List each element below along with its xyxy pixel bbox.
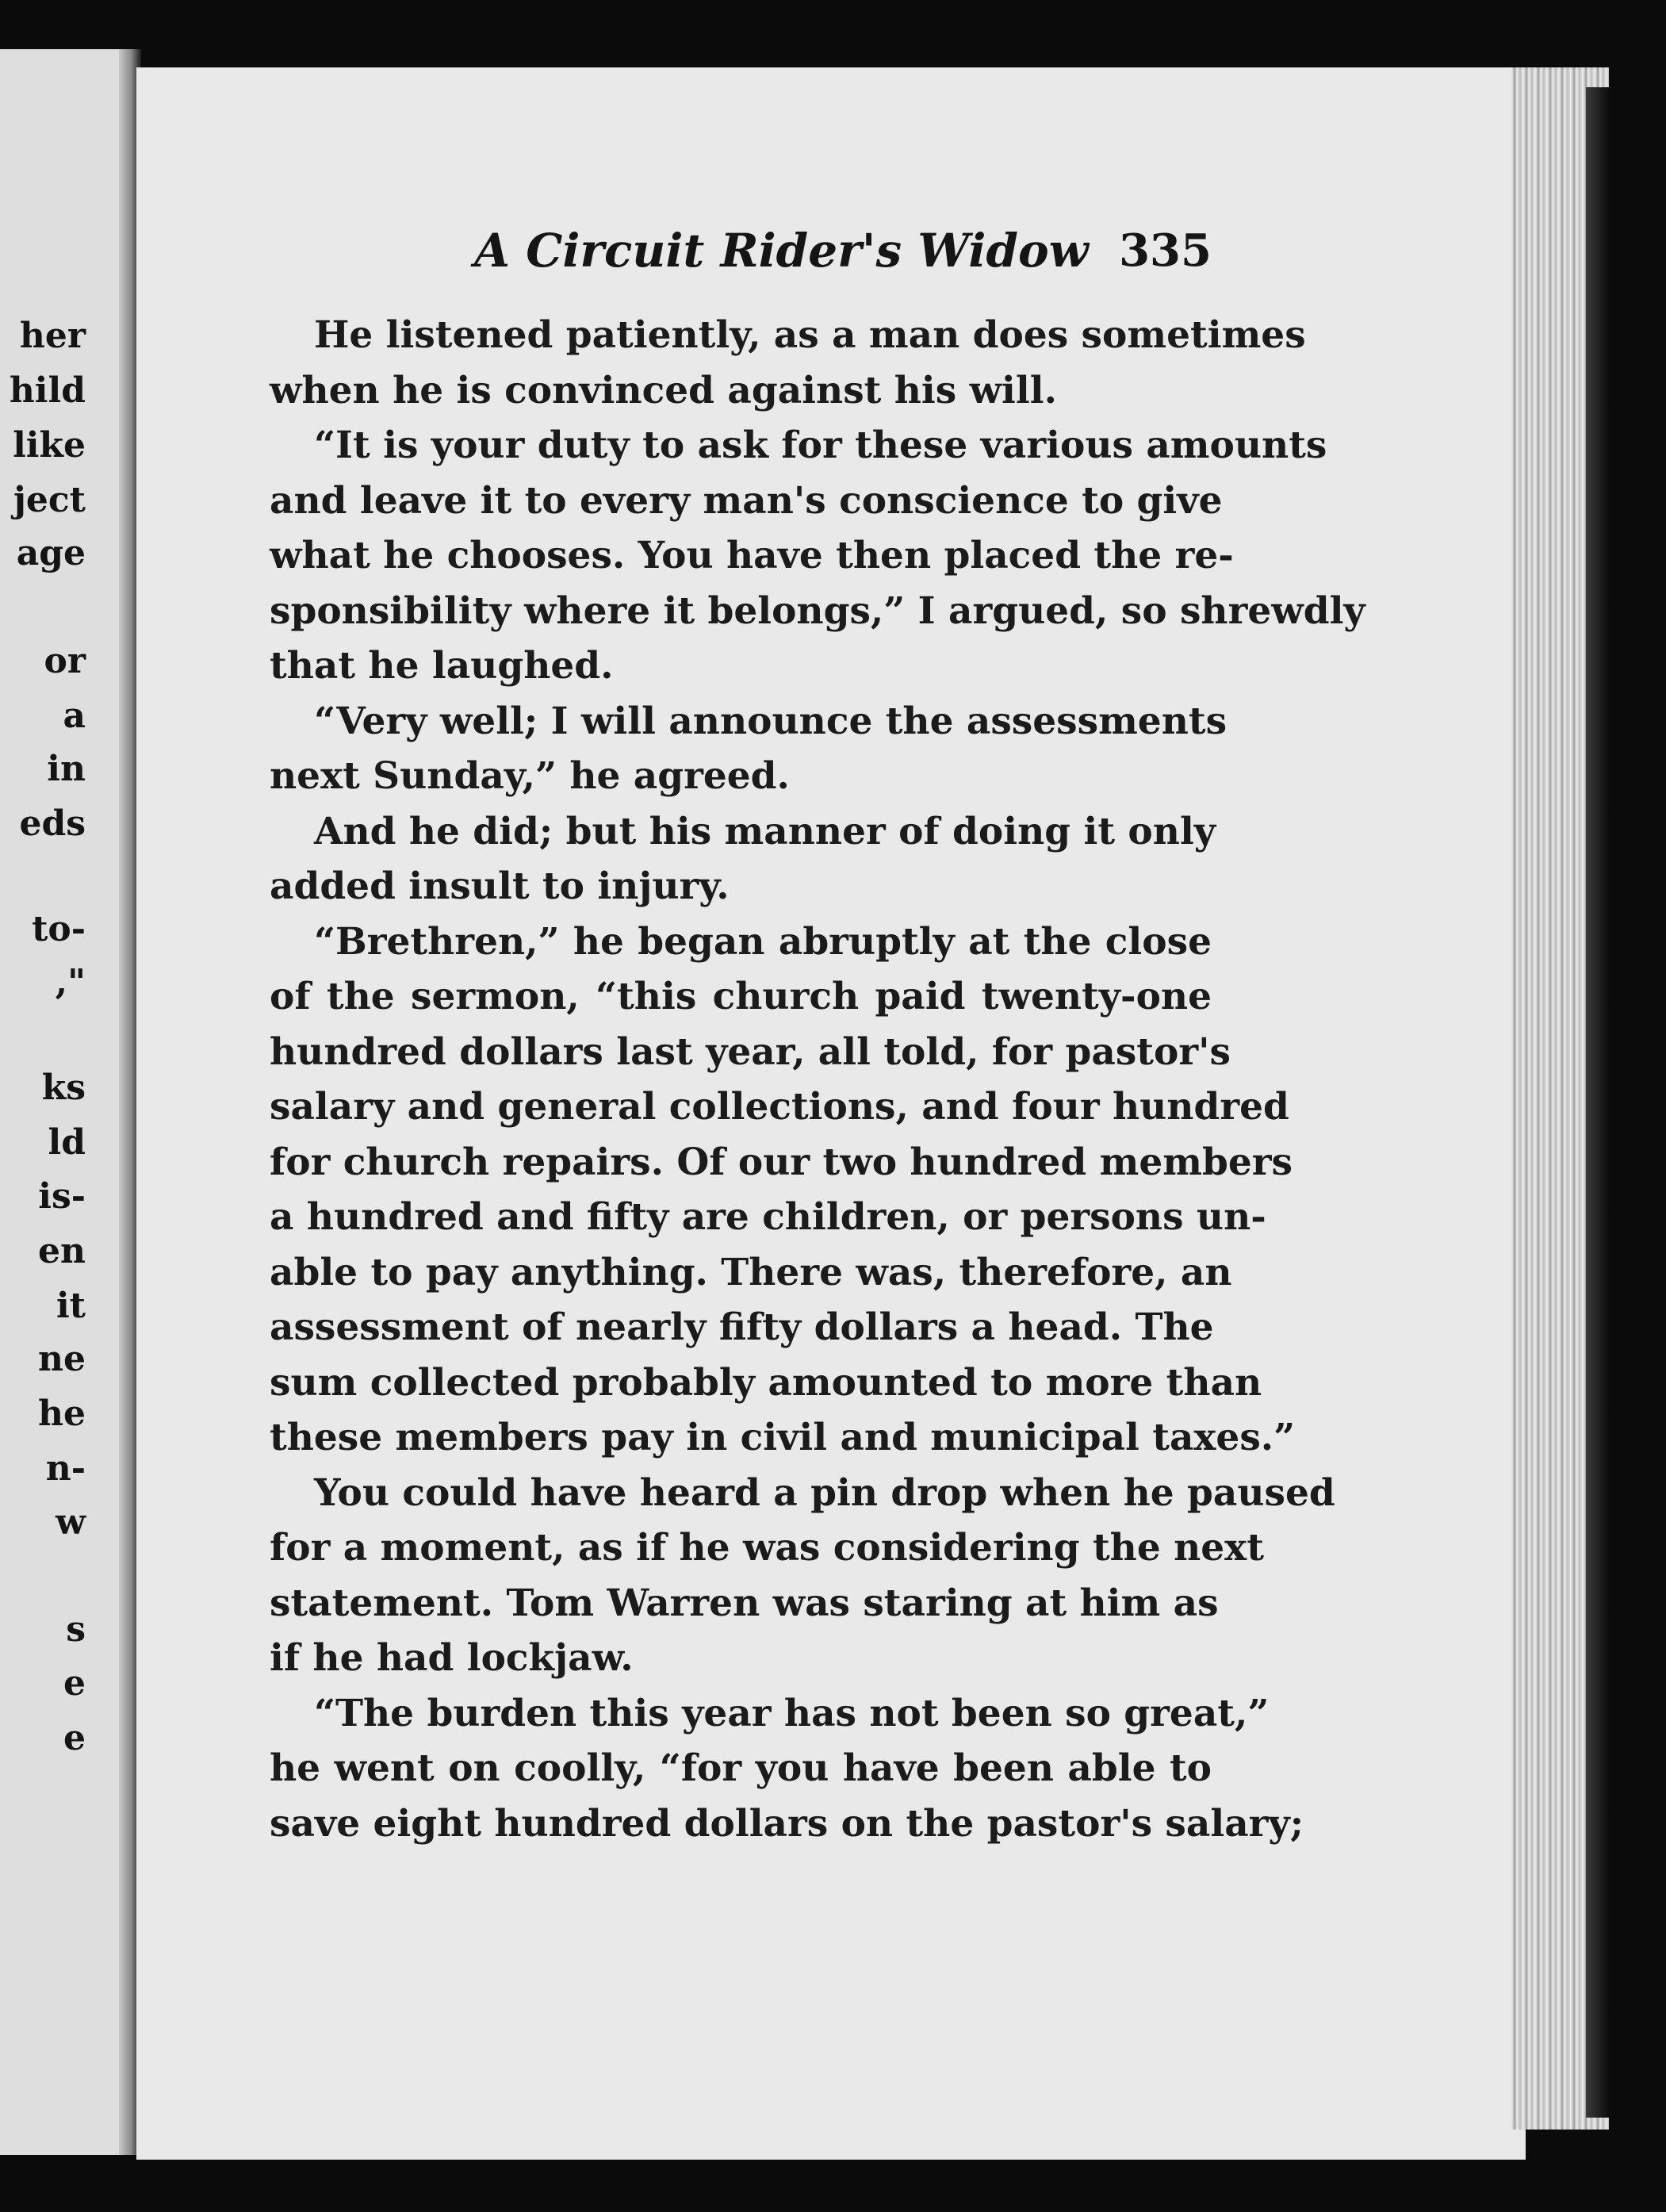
text-line: of the sermon, “this church paid twenty-one bbox=[270, 975, 1212, 1018]
left-page-fragment: en bbox=[38, 1231, 86, 1271]
left-page-fragment: it bbox=[56, 1286, 86, 1326]
text-line: hundred dollars last year, all told, for pastor's bbox=[270, 1029, 1231, 1074]
text-line: what he chooses. You have then placed the re- bbox=[270, 534, 1234, 577]
left-page-fragment: a bbox=[63, 696, 86, 736]
text-line: for church repairs. Of our two hundred members bbox=[270, 1140, 1293, 1184]
text-line: “Very well; I will announce the assessments bbox=[314, 699, 1227, 743]
text-line: a hundred and fifty are children, or persons un- bbox=[270, 1195, 1266, 1239]
text-line: if he had lockjaw. bbox=[270, 1636, 634, 1680]
text-line: for a moment, as if he was considering the next bbox=[270, 1526, 1264, 1570]
text-line: added insult to injury. bbox=[270, 864, 730, 908]
text-line: sponsibility where it belongs,” I argued, so shrewdly bbox=[270, 588, 1365, 633]
text-line: He listened patiently, as a man does sometimes bbox=[314, 313, 1306, 357]
left-page-fragment: e bbox=[63, 1718, 86, 1758]
text-line: when he is convinced against his will. bbox=[270, 368, 1057, 412]
left-page-fragment: ject bbox=[13, 480, 86, 520]
page-number: 335 bbox=[1119, 224, 1212, 277]
left-page-fragment: he bbox=[38, 1394, 86, 1434]
text-line: You could have heard a pin drop when he paused bbox=[314, 1470, 1335, 1515]
left-page-fragment: is- bbox=[38, 1176, 86, 1217]
left-page-fragment: her bbox=[19, 316, 86, 356]
text-line: And he did; but his manner of doing it only bbox=[314, 809, 1216, 853]
text-line: save eight hundred dollars on the pastor's salary; bbox=[270, 1801, 1304, 1846]
text-line: and leave it to every man's conscience to give bbox=[270, 478, 1223, 523]
left-page-fragment: hild bbox=[9, 370, 86, 411]
left-page-fragment: or bbox=[44, 641, 86, 681]
left-page-fragment: ," bbox=[55, 962, 86, 1002]
left-page-fragment: eds bbox=[19, 803, 86, 844]
page-body-text bbox=[270, 308, 1365, 1851]
running-title: A Circuit Rider's Widow bbox=[474, 224, 1089, 278]
text-line: he went on coolly, “for you have been able to bbox=[270, 1746, 1212, 1790]
text-line: “It is your duty to ask for these various amounts bbox=[314, 424, 1327, 467]
left-page-fragment: ne bbox=[38, 1339, 86, 1379]
text-line: sum collected probably amounted to more than bbox=[270, 1360, 1262, 1405]
text-line: able to pay anything. There was, therefore, an bbox=[270, 1250, 1232, 1294]
text-line: “Brethren,” he began abruptly at the close bbox=[314, 919, 1212, 964]
book-cover-edge bbox=[1586, 87, 1610, 2118]
text-line: “The burden this year has not been so great,” bbox=[314, 1691, 1270, 1735]
left-page-fragment: s bbox=[66, 1609, 86, 1650]
text-line: these members pay in civil and municipal taxes.” bbox=[270, 1416, 1296, 1459]
left-page-fragment: in bbox=[47, 749, 86, 789]
left-page-fragment: like bbox=[13, 425, 86, 466]
text-line: assessment of nearly fifty dollars a head. The bbox=[270, 1305, 1214, 1349]
left-page-fragment: age bbox=[16, 533, 86, 573]
text-line: statement. Tom Warren was staring at him as bbox=[270, 1581, 1219, 1625]
page-header bbox=[270, 222, 1212, 286]
left-page-fragment: e bbox=[63, 1663, 86, 1704]
left-page-fragment: w bbox=[56, 1502, 86, 1543]
left-page-fragment: ks bbox=[41, 1068, 86, 1108]
left-page-fragment: to- bbox=[32, 909, 86, 949]
left-page-fragment: n- bbox=[45, 1448, 86, 1489]
text-line: next Sunday,” he agreed. bbox=[270, 754, 790, 798]
text-line: salary and general collections, and four hundred bbox=[270, 1085, 1289, 1129]
left-page-fragment: ld bbox=[48, 1122, 86, 1163]
text-line: that he laughed. bbox=[270, 644, 614, 688]
